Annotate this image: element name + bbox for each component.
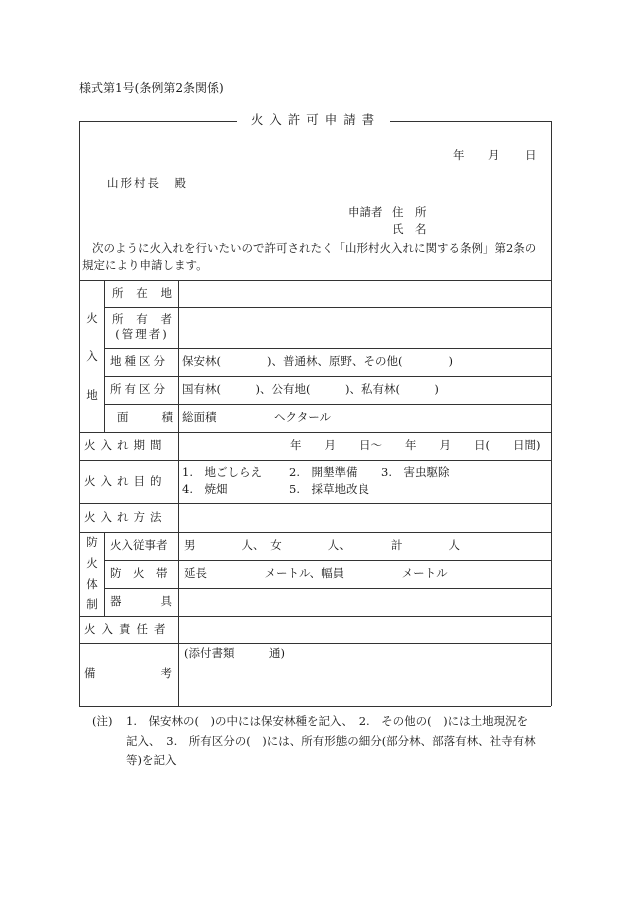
- remarks-label: [84, 668, 172, 680]
- label-column-line: [178, 280, 179, 706]
- purpose-item-1: 1. 地ごしらえ: [182, 465, 262, 479]
- address-label: 住 所: [392, 205, 427, 219]
- date-day: 日: [525, 148, 537, 162]
- form-title: 火 入 許 可 申 請 書: [250, 112, 376, 127]
- date-year: 年: [453, 148, 465, 162]
- ownership-label: 所有区分: [110, 382, 168, 396]
- site-group-char-1: 火: [86, 311, 98, 325]
- name-label: 氏 名: [392, 222, 427, 236]
- owner-label-char-3: 者: [160, 312, 172, 326]
- purpose-item-3: 3. 害虫駆除: [381, 465, 450, 479]
- notes-line-1: 1. 保安林の( )の中には保安林種を記入、 2. その他の( )には土地現況を: [126, 714, 529, 728]
- firebreak-value: 延長 メートル、幅員 メートル: [184, 566, 448, 580]
- remarks-label-char-2: 考: [160, 666, 172, 680]
- period-label: 火入れ期間: [84, 438, 167, 452]
- owner-label-char-1: 所: [112, 312, 124, 326]
- location-label: [112, 288, 172, 300]
- land-type-label: 地種区分: [110, 354, 168, 368]
- method-label: 火入れ方法: [84, 510, 167, 524]
- fire-prevention-char-1: 防: [86, 535, 98, 549]
- notes-line-3: 等)を記入: [126, 753, 177, 767]
- ownership-value: 国有林( )、公有地( )、私有林( ): [182, 382, 439, 396]
- land-type-value: 保安林( )、普通林、原野、その他( ): [182, 354, 453, 368]
- purpose-item-5: 5. 採草地改良: [289, 482, 369, 496]
- area-value: 総面積 ヘクタール: [182, 410, 332, 424]
- row-line: [104, 376, 551, 377]
- purpose-item-2: 2. 開墾準備: [289, 465, 358, 479]
- row-line: [79, 432, 551, 433]
- row-line: [104, 404, 551, 405]
- site-group-char-2: 入: [86, 349, 98, 364]
- notes-prefix: (注): [92, 714, 113, 728]
- row-line: [79, 280, 551, 281]
- addressee: 山形村長 殿: [107, 176, 188, 190]
- purpose-item-4: 4. 焼畑: [182, 482, 228, 496]
- equipment-label: [110, 596, 172, 608]
- intro-line-2: 規定により申請します。: [82, 258, 208, 272]
- row-line: [104, 307, 551, 308]
- row-line: [104, 560, 551, 561]
- group-column-line: [104, 532, 105, 616]
- workers-value: 男 人、 女 人、 計 人: [184, 538, 460, 552]
- row-line: [79, 503, 551, 504]
- group-column-line: [104, 280, 105, 432]
- table-border-top-left: [79, 121, 237, 122]
- row-line: [104, 588, 551, 589]
- table-border-right: [551, 121, 552, 706]
- fire-prevention-group-label: [84, 537, 100, 611]
- form-style-label: 様式第1号(条例第2条関係): [79, 81, 224, 95]
- fire-prevention-char-2: 火: [86, 555, 98, 570]
- owner-label-manager: (管理者): [115, 327, 169, 341]
- responsible-label: 火入責任者: [84, 622, 172, 636]
- area-label: [117, 412, 173, 424]
- equipment-label-char-2: 具: [160, 594, 172, 608]
- row-line: [104, 348, 551, 349]
- owner-label-char-2: 有: [136, 312, 148, 326]
- remarks-label-char-1: 備: [84, 666, 96, 680]
- period-value: 年 月 日～ 年 月 日( 日間): [290, 438, 541, 452]
- remarks-value: (添付書類 通): [184, 646, 285, 660]
- intro-line-1: 次のように火入れを行いたいので許可されたく「山形村火入れに関する条例」第2条の: [92, 241, 537, 255]
- workers-label: 火入従事者: [110, 538, 168, 552]
- firebreak-label: 防 火 帯: [110, 566, 168, 580]
- site-group-char-3: 地: [86, 387, 98, 402]
- row-line: [79, 616, 551, 617]
- row-line: [79, 460, 551, 461]
- fire-prevention-char-4: 制: [86, 597, 98, 612]
- fire-prevention-char-3: 体: [86, 576, 98, 591]
- purpose-label: 火入れ目的: [84, 474, 167, 488]
- applicant-label: 申請者: [348, 205, 383, 219]
- table-border-left: [79, 121, 80, 706]
- location-label-char-1: 所: [112, 286, 124, 300]
- location-label-char-2: 在: [136, 286, 148, 300]
- table-border-top-right: [390, 121, 551, 122]
- site-group-label: [84, 313, 100, 401]
- row-line: [79, 532, 551, 533]
- date-month: 月: [488, 148, 500, 162]
- table-border-bottom: [79, 706, 551, 707]
- area-label-char-2: 積: [161, 410, 173, 424]
- owner-label: [112, 314, 172, 326]
- location-label-char-3: 地: [160, 286, 172, 300]
- row-line: [79, 643, 551, 644]
- equipment-label-char-1: 器: [110, 594, 122, 608]
- area-label-char-1: 面: [117, 410, 129, 424]
- notes-line-2: 記入、 3. 所有区分の( )には、所有形態の細分(部分林、部落有林、社寺有林: [126, 734, 536, 748]
